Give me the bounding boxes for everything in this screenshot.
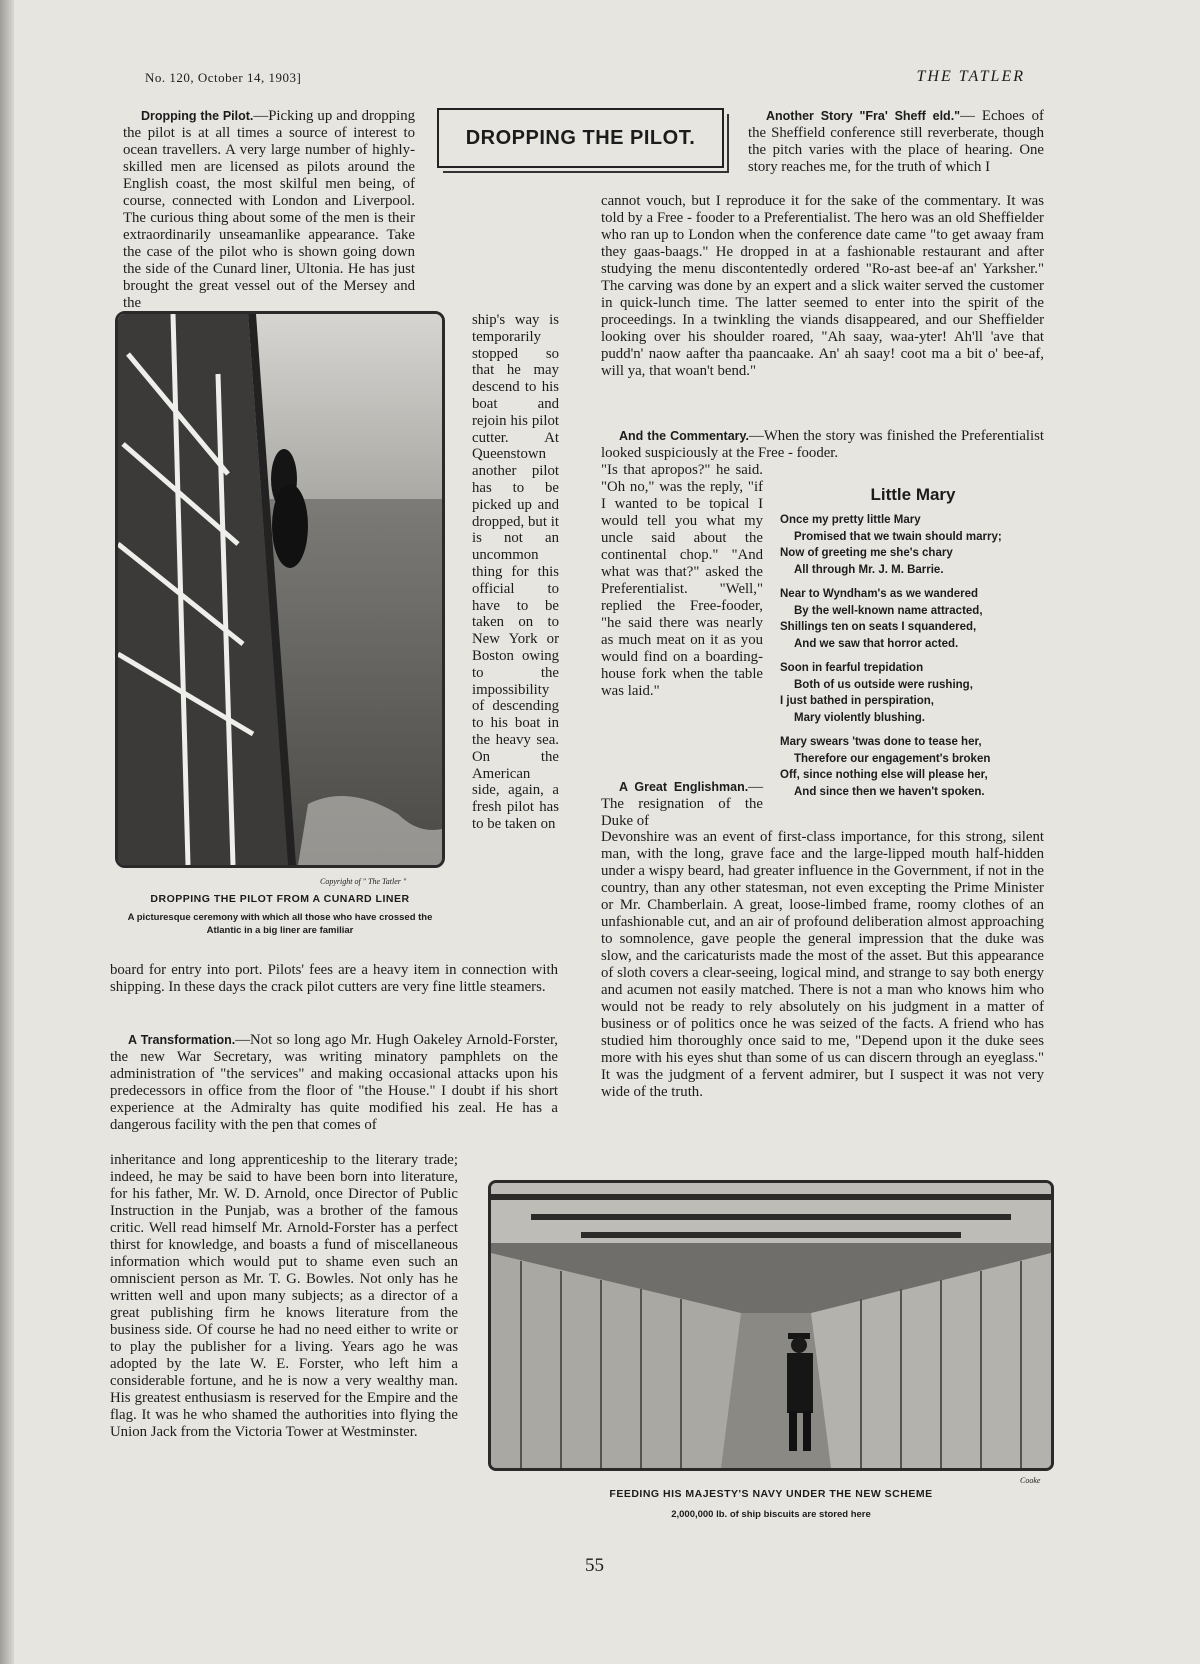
sheffield-story-text: cannot vouch, but I reproduce it for the sake of the commentary. It was told by a Free - fooder to a Preferentialist. The hero was an old Sheffielder who ran up to London when the conference date came "to get awaay fram they gaas-baags." He dropped in at a fashionable restaurant and after studying the menu discontentedly ordered "Ro-ast bee-af an' Yarksher." The carving was done by an expert and a slick waiter served the customer in quick-lunch time. The latter seemed to enter into the spirit of the proceedings. In a twinkling the viands disappeared, and our Sheffielder looking over his shoulder roared, "Ah saay, waa-yter! Ah'll 'ave that pudd'n' naow aafter tha paancaake. An' ah saay! coot ma a bit o' bee-af, will ya, that woan't bend."	[601, 193, 1044, 379]
ship-side-illustration	[118, 314, 442, 865]
transformation-cont-text: inheritance and long apprenticeship to the literary trade; indeed, he may be said to have been born into literature, for his father, Mr. W. D. Arnold, once Director of Public Instruction in the Punjab, was a brother of the famous critic. Well read himself Mr. Arnold-Forster has a perfect thirst for knowledge, and boasts a fund of miscellaneous information which would put to shame even such an omniscient person as Mr. T. G. Bowles. Not only has he written well and upon many subjects; as a director of a great publishing firm he knows literature from the business side. Of course he had no need either to write or to play the publisher for a living. Years ago he was adopted by the late W. E. Forster, who left him a considerable fortune, and he is now a very wealthy man. His greatest enthusiasm is reserved for the Empire and the flag. It was he who shamed the authorities into flying the Union Jack from the Victoria Tower at Westminster.	[110, 1152, 458, 1440]
poem-line: Soon in fearful trepidation	[780, 662, 924, 674]
poem-line: Therefore our engagement's broken	[794, 752, 991, 765]
pilot-photo	[115, 311, 445, 868]
sheffield-paragraph-top	[748, 108, 1044, 176]
article-title: DROPPING THE PILOT.	[465, 126, 696, 149]
poem-line: Shillings ten on seats I squandered,	[780, 621, 977, 633]
poem-line: Off, since nothing else will please her,	[780, 769, 988, 781]
transformation-paragraph	[110, 1032, 558, 1134]
poem-line: Mary swears 'twas done to tease her,	[780, 736, 982, 748]
commentary-dialogue-text: "Is that apropos?" he said. "Oh no," was the reply, "if I wanted to be topical I would tell you what my uncle said about the continental chop." "And what was that?" asked the Preferentialist. "Well," replied the Free-fooder, "he said there was nearly as much meat on it as you would find on a boarding-house fork when the table was laid."	[601, 462, 763, 699]
poem-line: Once my pretty little Mary	[780, 514, 921, 526]
commentary-narrow	[601, 462, 763, 700]
poem-line: By the well-known name attracted,	[794, 604, 983, 617]
poem-stanza	[780, 586, 1055, 652]
poem-title: Little Mary	[870, 485, 956, 504]
poem-stanza	[780, 734, 1055, 800]
pilot-closing-text: board for entry into port. Pilots' fees are a heavy item in connection with shipping. In these days the crack pilot cutters are very fine little steamers.	[110, 962, 558, 995]
poem-line: Promised that we twain should marry;	[794, 530, 1002, 543]
article-title-box	[437, 108, 724, 168]
pilot-photo-credit: Copyright of " The Tatler "	[320, 877, 407, 886]
issue-date-header: No. 120, October 14, 1903]	[145, 70, 302, 85]
poem-line: Both of us outside were rushing,	[794, 678, 973, 691]
sheffield-intro-text: — Echoes of the Sheffield conference still reverberate, though the pitch varies with the place of hearing. One story reaches me, for the truth of which I	[748, 108, 1044, 175]
pilot-runin-heading: Dropping the Pilot.	[141, 109, 254, 123]
englishman-paragraph-cont	[601, 829, 1044, 1101]
englishman-runin-heading: A Great Englishman.	[619, 780, 749, 794]
transformation-continuation	[110, 1152, 458, 1441]
publication-title-header: THE TATLER	[916, 68, 1025, 85]
poem-line: All through Mr. J. M. Barrie.	[794, 563, 944, 576]
commentary-paragraph	[601, 428, 1044, 462]
biscuit-photo-subcaption: 2,000,000 lb. of ship biscuits are stored here	[671, 1509, 871, 1520]
sheffield-paragraph-cont	[601, 193, 1044, 380]
poem-line: Now of greeting me she's chary	[780, 547, 953, 559]
pilot-paragraph-top	[123, 108, 415, 312]
sheffield-runin-heading: Another Story "Fra' Sheff eld."	[766, 109, 961, 123]
pilot-photo-subcaption: A picturesque ceremony with which all those who have crossed the Atlantic in a big liner are familiar	[127, 912, 433, 936]
poem-stanza	[780, 660, 1055, 726]
poem-stanza	[780, 512, 1055, 578]
englishman-body-text: Devonshire was an event of first-class importance, for this strong, silent man, with the long, grave face and the large-lipped mouth half-hidden under a wispy beard, had greater influence in the Government, if not in the country, than any other statesman, not even excepting the Prime Minister or Mr. Chamberlain. A great, loose-limbed frame, roomy clothes of an unfashionable cut, and an air of profound deliberation almost approaching to somnolence, gave people the general impression that the duke was slow, and the caricaturists made the most of the asset. But this appearance of sloth covers a clear-seeing, logical mind, and strange to say both energy and acumen not easily matched. There is not a man who knows him who would not be ready to rely absolutely on his judgment in a matter of business or of politics once he was seized of the facts. A friend who has studied him thoroughly once said to me, "Depend upon it the duke sees more with his eyes shut than some of us can discern through an eyeglass." It was the judgment of a fervent admirer, but I suspect it was not very wide of the truth.	[601, 829, 1044, 1100]
page-binding-edge	[0, 0, 14, 1664]
warehouse-illustration	[491, 1183, 1051, 1468]
poem-line: And we saw that horror acted.	[794, 637, 959, 650]
biscuit-photo-caption: FEEDING HIS MAJESTY'S NAVY UNDER THE NEW SCHEME	[609, 1488, 933, 1500]
pilot-narrow-column	[472, 312, 559, 833]
poem-line: And since then we haven't spoken.	[794, 785, 985, 798]
poem-line: Near to Wyndham's as we wandered	[780, 588, 979, 600]
commentary-runin-heading: And the Commentary.	[619, 429, 750, 443]
englishman-paragraph-top	[601, 779, 763, 830]
poem-line: I just bathed in perspiration,	[780, 695, 934, 707]
commentary-text: —When the story was finished the Preferentialist looked suspiciously at the Free - fooder.	[601, 428, 1045, 461]
englishman-intro-text: — The resignation of the Duke of	[601, 779, 763, 829]
poem-line: Mary violently blushing.	[794, 711, 925, 724]
pilot-intro-text: —Picking up and dropping the pilot is at all times a source of interest to ocean travellers. A very large number of highly-skilled men are licensed as pilots around the English coast, the most skilful men being, of course, connected with London and Liverpool. The curious thing about some of the men is their extraordinarily unseamanlike appearance. Take the case of the pilot who is shown going down the side of the Cunard liner, Ultonia. He has just brought the great vessel out of the Mersey and the	[123, 108, 416, 311]
biscuit-store-photo	[488, 1180, 1054, 1471]
transformation-text: —Not so long ago Mr. Hugh Oakeley Arnold-Forster, the new War Secretary, was writing minatory pamphlets on the administration of "the services" and making occasional attacks upon his predecessors in office from the floor of "the House." I doubt if his short experience at the Admiralty has quite modified his zeal. He has a dangerous facility with the pen that comes of	[110, 1032, 558, 1133]
poem-little-mary	[780, 512, 1055, 808]
pilot-paragraph-end	[110, 962, 558, 996]
page-number: 55	[585, 1555, 604, 1576]
pilot-photo-caption: DROPPING THE PILOT FROM A CUNARD LINER	[150, 893, 410, 905]
pilot-narrow-text: ship's way is temporarily stopped so that he may descend to his boat and rejoin his pilot cutter. At Queenstown another pilot has to be picked up and dropped, but it is not an uncommon thing for this official to have to be taken on to New York or Boston owing to the impossibility of descending to his boat in the heavy sea. On the American side, again, a fresh pilot has to be taken on	[472, 312, 559, 832]
transformation-runin-heading: A Transformation.	[128, 1033, 236, 1047]
biscuit-photo-credit: Cooke	[1020, 1476, 1041, 1485]
